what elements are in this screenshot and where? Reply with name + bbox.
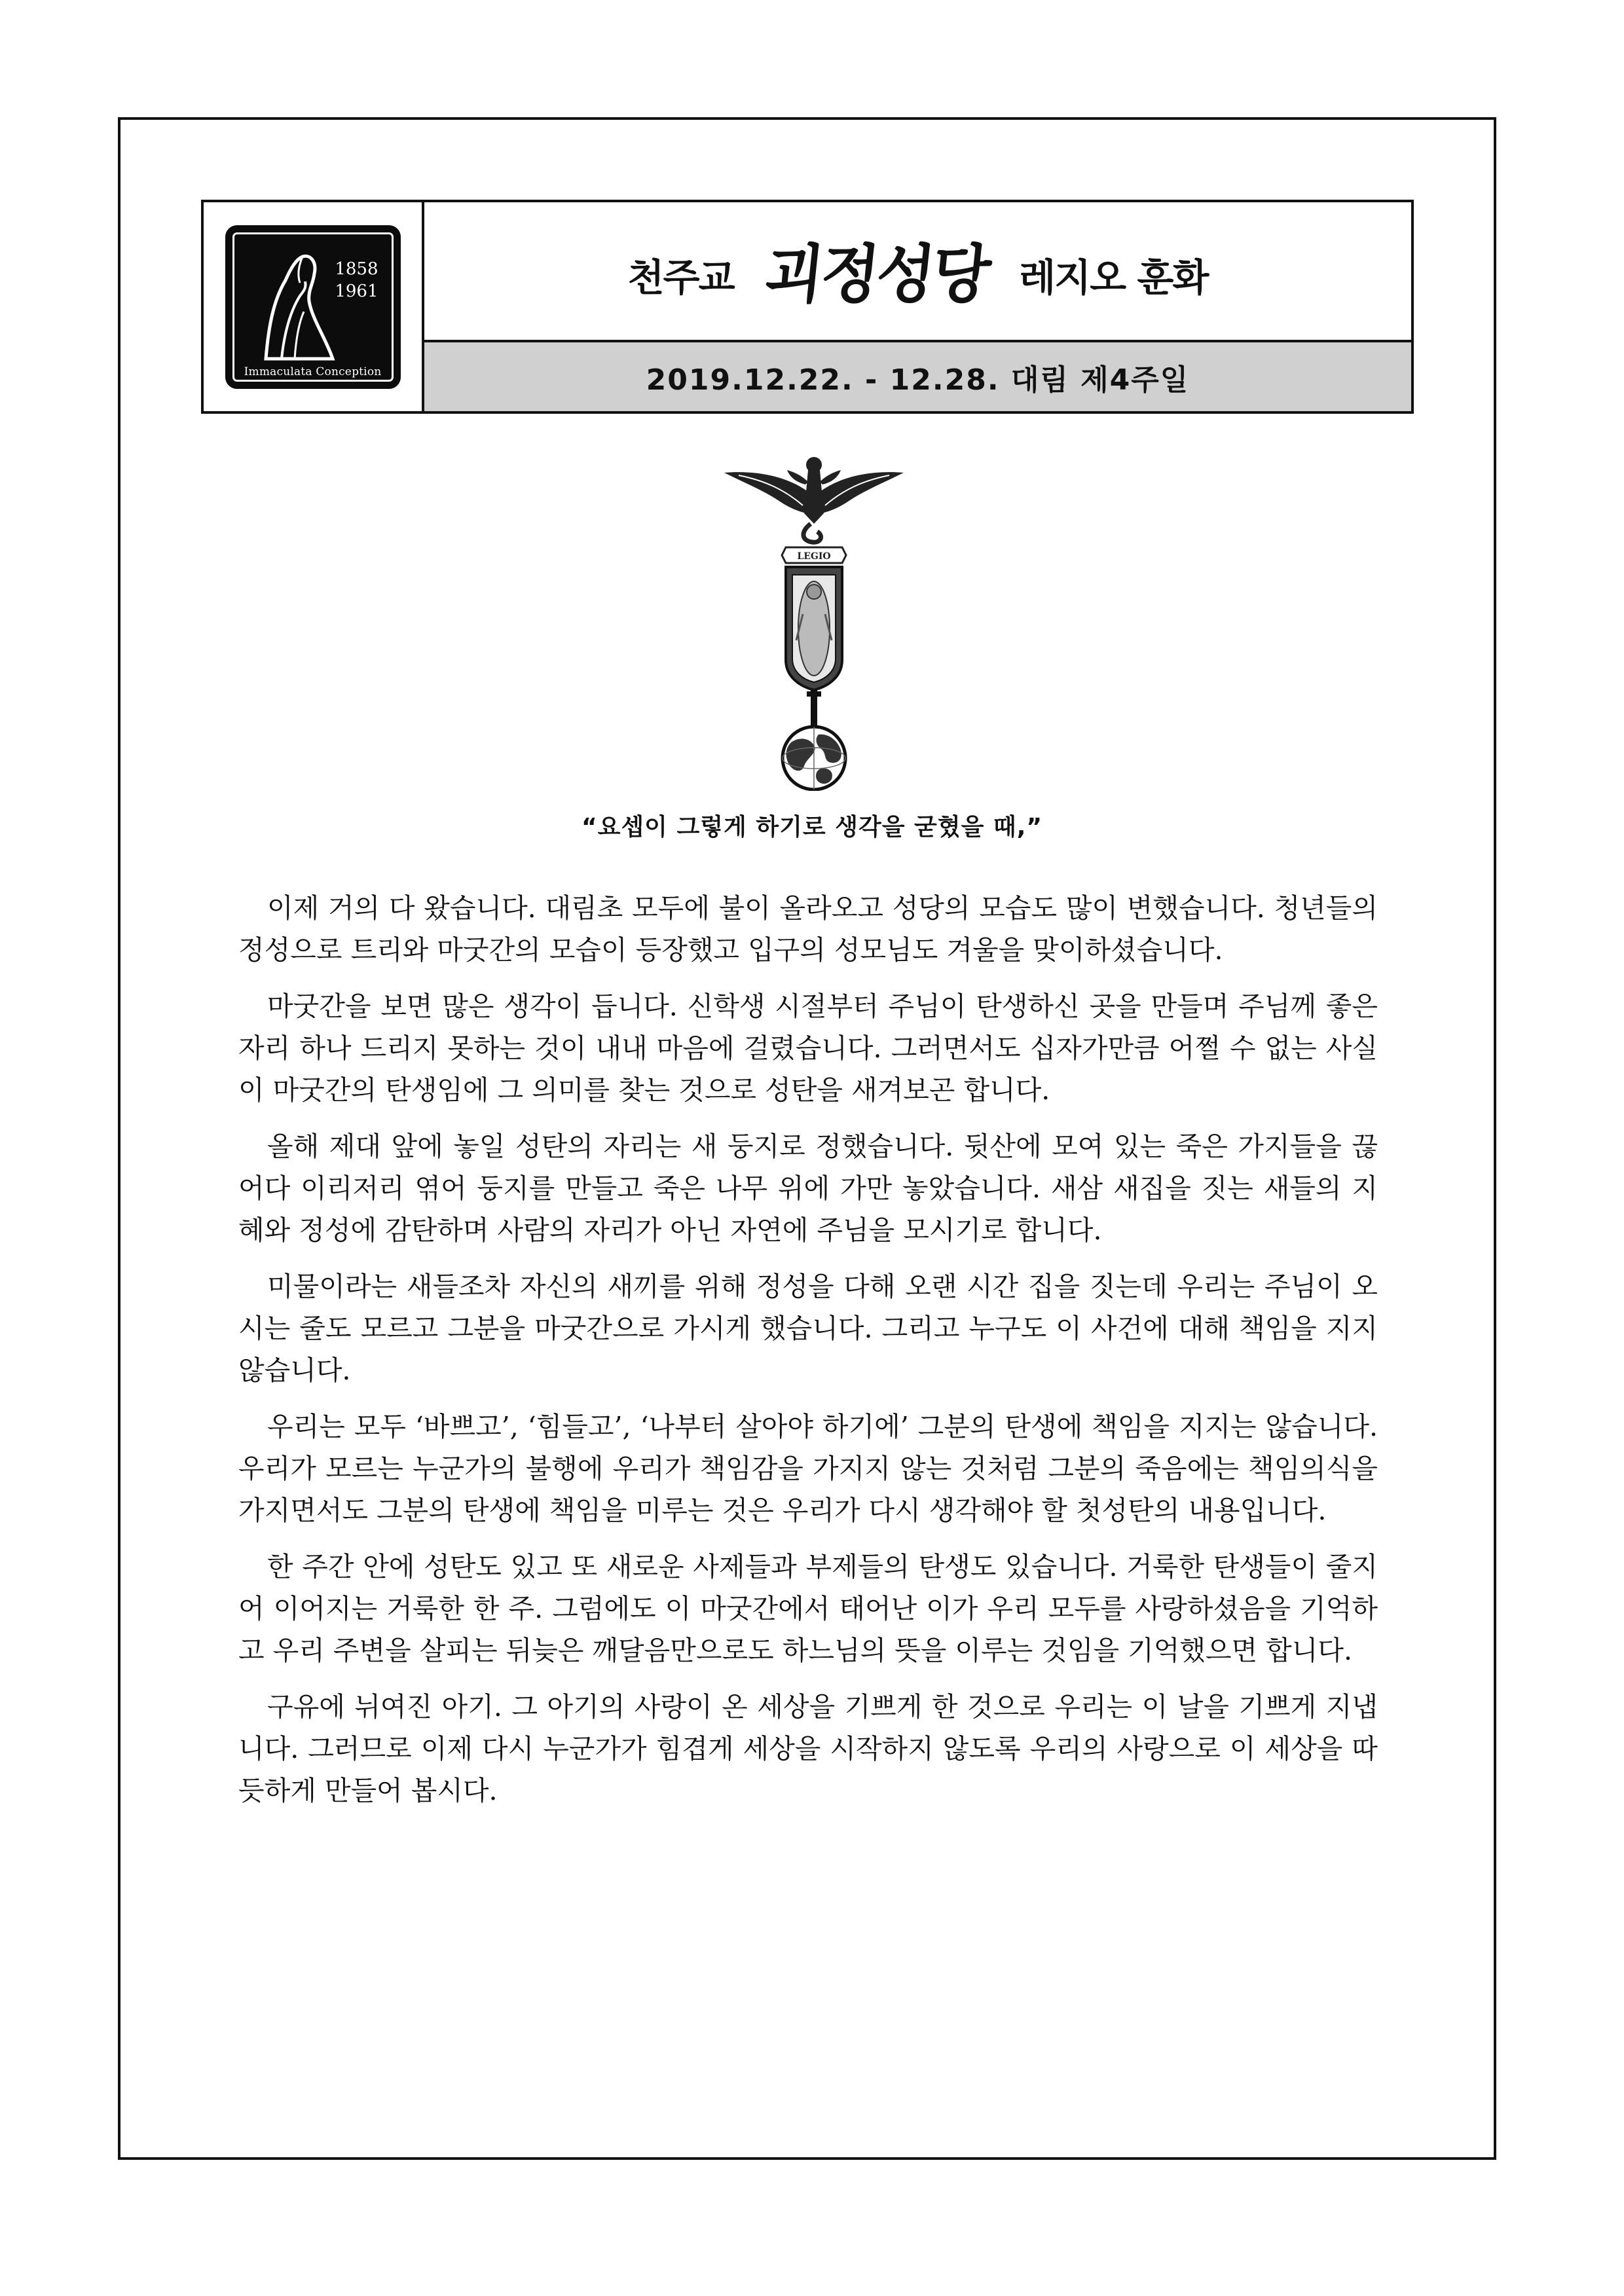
logo-year-start: 1858 [335,259,378,279]
article-subtitle: “요셉이 그렇게 하기로 생각을 굳혔을 때,” [581,814,1043,841]
logo-caption: Immaculata Conception [244,365,382,378]
emblem-banner-text: LEGIO [797,551,831,562]
paragraph: 마굿간을 보면 많은 생각이 듭니다. 신학생 시절부터 주님이 탄생하신 곳을 만들며 주님께 좋은 자리 하나 드리지 못하는 것이 내내 마음에 걸렸습니다. 그러면서도 십자가만큼 어쩔 수 없는 사실이 마굿간의 탄생임에 그 의미를 찾는 것으로 성탄을 새겨보곤 합니다. [238,991,1378,1106]
date-line: 2019.12.22. - 12.28. 대림 제4주일 [646,363,1190,397]
title-suffix: 레지오 훈화 [1019,255,1208,300]
header-box [201,200,1414,414]
parish-logo [225,225,401,389]
logo-year-end: 1961 [335,281,378,301]
paragraph: 올해 제대 앞에 놓일 성탄의 자리는 새 둥지로 정했습니다. 뒷산에 모여 있는 죽은 가지들을 끊어다 이리저리 엮어 둥지를 만들고 죽은 나무 위에 가만 놓았습니다. 새삼 새집을 짓는 새들의 지혜와 정성에 감탄하며 사람의 자리가 아닌 자연에 주님을 모시기로 합니다. [238,1131,1378,1246]
logo-cell [204,202,424,411]
paragraph: 구유에 뉘여진 아기. 그 아기의 사랑이 온 세상을 기쁘게 한 것으로 우리는 이 날을 기쁘게 지냅니다. 그러므로 이제 다시 누군가가 힘겹게 세상을 시작하지 않도록 우리의 사랑으로 이 세상을 따듯하게 만들어 봅시다. [238,1691,1378,1806]
paragraph: 이제 거의 다 왔습니다. 대림초 모두에 불이 올라오고 성당의 모습도 많이 변했습니다. 청년들의 정성으로 트리와 마굿간의 모습이 등장했고 입구의 성모님도 겨울을 맞이하셨습니다. [238,892,1378,966]
date-banner [424,342,1411,411]
paragraph: 우리는 모두 ‘바쁘고’, ‘힘들고’, ‘나부터 살아야 하기에’ 그분의 탄생에 책임을 지지는 않습니다. 우리가 모르는 누군가의 불행에 우리가 책임감을 가지지 않는 것처럼 그분의 죽음에는 책임의식을 가지면서도 그분의 탄생에 책임을 미루는 것은 우리가 다시 생각해야 할 첫성탄의 내용입니다. [238,1411,1378,1526]
title-prefix: 천주교 [627,255,734,300]
legio-mariae-emblem [719,450,909,791]
page-title [424,202,1411,342]
vexillum-icon [719,450,909,791]
title-parish-name: 괴정성당 [761,237,992,312]
paragraph: 한 주간 안에 성탄도 있고 또 새로운 사제들과 부제들의 탄생도 있습니다. 거룩한 탄생들이 줄지어 이어지는 거룩한 한 주. 그럼에도 이 마굿간에서 태어난 이가 우리 모두를 사랑하셨음을 기억하고 우리 주변을 살피는 뒤늦은 깨달음만으로도 하느님의 뜻을 이루는 것임을 기억했으면 합니다. [238,1551,1378,1666]
title-cell [424,202,1411,411]
article-body [238,887,1378,1826]
madonna-silhouette-icon [228,228,398,386]
paragraph: 미물이라는 새들조차 자신의 새끼를 위해 정성을 다해 오랜 시간 집을 짓는데 우리는 주님이 오시는 줄도 모르고 그분을 마굿간으로 가시게 했습니다. 그리고 누구도 이 사건에 대해 책임을 지지 않습니다. [238,1271,1378,1386]
